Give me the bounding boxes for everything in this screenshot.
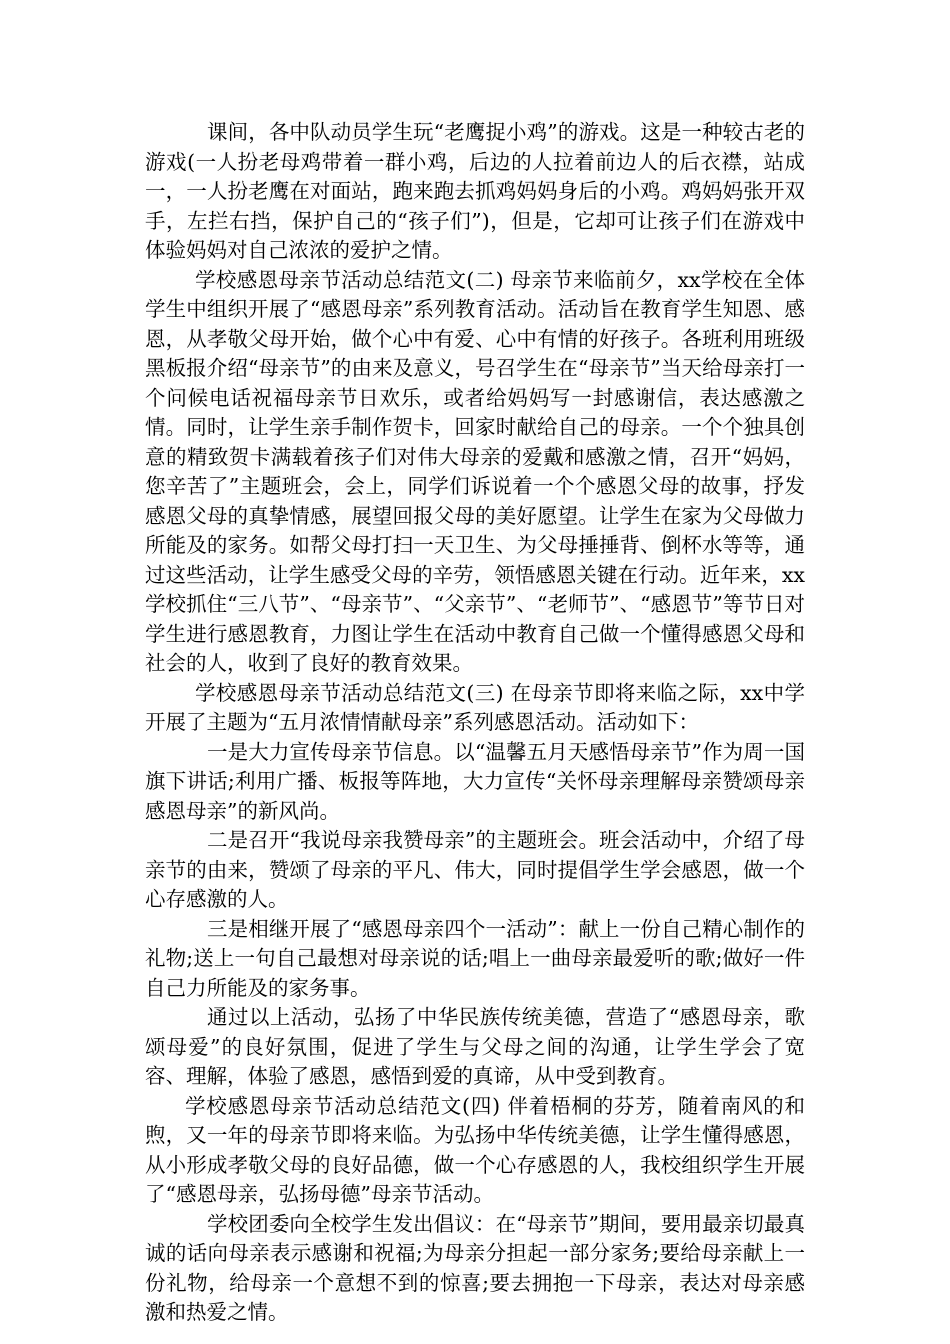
paragraph-game: 课间，各中队动员学生玩“老鹰捉小鸡”的游戏。这是一种较古老的游戏(一人扮老母鸡带着一群小鸡，后边的人拉着前边人的后衣襟，站成一，一人扮老鹰在对面站，跑来跑去抓鸡妈妈身后的小鸡。鸡妈妈张开双手，左拦右挡，保护自己的“孩子们”)，但是，它却可让孩子们在游戏中体验妈妈对自己浓浓的爱护之情。: [145, 120, 805, 262]
paragraph-summary-3: 学校感恩母亲节活动总结范文(三) 在母亲节即将来临之际，xx中学开展了主题为“五月浓情情献母亲”系列感恩活动。活动如下：: [145, 680, 805, 734]
paragraph-item-3: 三是相继开展了“感恩母亲四个一活动”：献上一份自己精心制作的礼物;送上一句自己最想对母亲说的话;唱上一曲母亲最爱听的歌;做好一件自己力所能及的家务事。: [145, 916, 805, 1000]
paragraph-item-2: 二是召开“我说母亲我赞母亲”的主题班会。班会活动中，介绍了母亲节的由来，赞颂了母亲的平凡、伟大，同时提倡学生学会感恩，做一个心存感激的人。: [145, 828, 805, 911]
paragraph-initiative: 学校团委向全校学生发出倡议：在“母亲节”期间，要用最亲切最真诚的话向母亲表示感谢和祝福;为母亲分担起一部分家务;要给母亲献上一份礼物，给母亲一个意想不到的惊喜;要去拥抱一下母亲，表达对母亲感激和热爱之情。: [145, 1211, 805, 1324]
paragraph-item-1: 一是大力宣传母亲节信息。以“温馨五月天感悟母亲节”作为周一国旗下讲话;利用广播、板报等阵地，大力宣传“关怀母亲理解母亲赞颂母亲感恩母亲”的新风尚。: [145, 739, 805, 823]
document-body: [145, 118, 805, 1328]
paragraph-conclusion-3: 通过以上活动，弘扬了中华民族传统美德，营造了“感恩母亲，歌颂母爱”的良好氛围，促进了学生与父母之间的沟通，让学生学会了宽容、理解，体验了感恩，感悟到爱的真谛，从中受到教育。: [145, 1005, 805, 1088]
paragraph-summary-4: 学校感恩母亲节活动总结范文(四) 伴着梧桐的芬芳，随着南风的和煦，又一年的母亲节即将来临。为弘扬中华传统美德，让学生懂得感恩，从小形成孝敬父母的良好品德，做一个心存感恩的人，我校组织学生开展了“感恩母亲，弘扬母德”母亲节活动。: [145, 1093, 805, 1206]
paragraph-summary-2: 学校感恩母亲节活动总结范文(二) 母亲节来临前夕，xx学校在全体学生中组织开展了“感恩母亲”系列教育活动。活动旨在教育学生知恩、感恩，从孝敬父母开始，做个心中有爱、心中有情的好孩子。各班利用班级黑板报介绍“母亲节”的由来及意义，号召学生在“母亲节”当天给母亲打一个问候电话祝福母亲节日欢乐，或者给妈妈写一封感谢信，表达感激之情。同时，让学生亲手制作贺卡，回家时献给自己的母亲。一个个独具创意的精致贺卡满载着孩子们对伟大母亲的爱戴和感激之情，召开“妈妈，您辛苦了”主题班会，会上，同学们诉说着一个个感恩父母的故事，抒发感恩父母的真挚情感，展望回报父母的美好愿望。让学生在家为父母做力所能及的家务。如帮父母打扫一天卫生、为父母捶捶背、倒杯水等等，通过这些活动，让学生感受父母的辛劳，领悟感恩关键在行动。近年来，xx学校抓住“三八节”、“母亲节”、“父亲节”、“老师节”、“感恩节”等节日对学生进行感恩教育，力图让学生在活动中教育自己做一个懂得感恩父母和社会的人，收到了良好的教育效果。: [145, 267, 805, 675]
